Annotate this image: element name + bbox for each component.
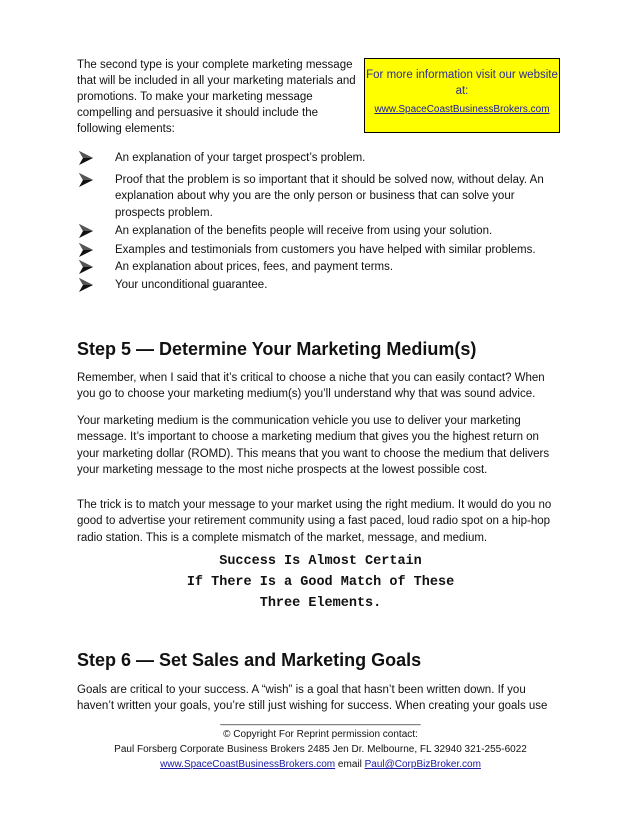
list-item: [78, 242, 558, 259]
bullet-text: An explanation of the benefits people will receive from using your solution.: [115, 225, 493, 237]
step5-paragraph-3: The trick is to match your message to your market using the right medium. It would do you no good to advertise your retirement community using a fast paced, loud radio spot on a hip-hop radio station. This is a complete mismatch of the market, message, and medium.: [77, 499, 552, 544]
arrow-bullet-icon: [78, 172, 96, 190]
list-item: [78, 259, 558, 276]
footer-links: [77, 757, 564, 772]
intro-paragraph: The second type is your complete marketing message that will be included in all your marketing materials and promotions. To make your marketing message compelling and persuasive it should include the following elements:: [77, 59, 356, 135]
footer-email-label: email: [337, 759, 362, 770]
list-item: [78, 223, 558, 240]
bullet-text: Examples and testimonials from customers you have helped with similar problems.: [115, 243, 536, 256]
info-box-text: For more information visit our website at:: [366, 69, 558, 97]
arrow-bullet-icon: [78, 242, 96, 260]
footer-website-link[interactable]: www.SpaceCoastBusinessBrokers.com: [160, 759, 336, 770]
step6-paragraph-1: Goals are critical to your success. A “wish” is a goal that hasn’t been written down. If you haven’t written your goals, you’re still just wishing for success. When creating your goals use: [77, 684, 548, 713]
list-item: [78, 172, 558, 222]
arrow-bullet-icon: [78, 259, 96, 277]
success-callout: [77, 551, 564, 614]
footer-divider: ____________________________________: [220, 715, 421, 726]
callout-line-1: Success Is Almost Certain: [219, 554, 422, 569]
arrow-bullet-icon: [78, 150, 96, 168]
info-box-website-link[interactable]: www.SpaceCoastBusinessBrokers.com: [374, 104, 550, 115]
bullet-text: Proof that the problem is so important that it should be solved now, without delay. An explanation about why you are the only person or business that can solve your prospects problem.: [115, 173, 544, 219]
list-item: [78, 277, 558, 294]
callout-line-3: Three Elements.: [259, 596, 382, 611]
arrow-bullet-icon: [78, 223, 96, 241]
elements-bullet-list: [78, 150, 558, 293]
footer-address: Paul Forsberg Corporate Business Brokers 2485 Jen Dr. Melbourne, FL 32940 321-255-6022: [114, 744, 527, 755]
step5-paragraph-1: Remember, when I said that it’s critical to choose a niche that you can easily contact? When you go to choose your marketing medium(s) you’ll understand why that was sound advice.: [77, 372, 545, 401]
info-callout-box: [364, 58, 560, 133]
footer-email-link[interactable]: Paul@CorpBizBroker.com: [364, 759, 481, 770]
bullet-text: An explanation of your target prospect’s problem.: [115, 152, 366, 164]
step5-heading: Step 5 — Determine Your Marketing Medium(s): [77, 339, 477, 359]
bullet-text: Your unconditional guarantee.: [115, 278, 268, 291]
arrow-bullet-icon: [78, 277, 96, 295]
list-item: [78, 150, 558, 167]
step5-paragraph-2: Your marketing medium is the communication vehicle you use to deliver your marketing message. It’s important to choose a marketing medium that gives you the highest return on your marketing dollar (ROMD). This means that you want to choose the medium that delivers your marketing message to the most niche prospects at the lowest possible cost.: [77, 415, 550, 476]
page-footer: [77, 715, 564, 772]
callout-line-2: If There Is a Good Match of These: [186, 575, 455, 590]
step6-heading: Step 6 — Set Sales and Marketing Goals: [77, 650, 422, 670]
footer-copyright: © Copyright For Reprint permission contact:: [223, 729, 418, 740]
bullet-text: An explanation about prices, fees, and payment terms.: [115, 261, 394, 273]
